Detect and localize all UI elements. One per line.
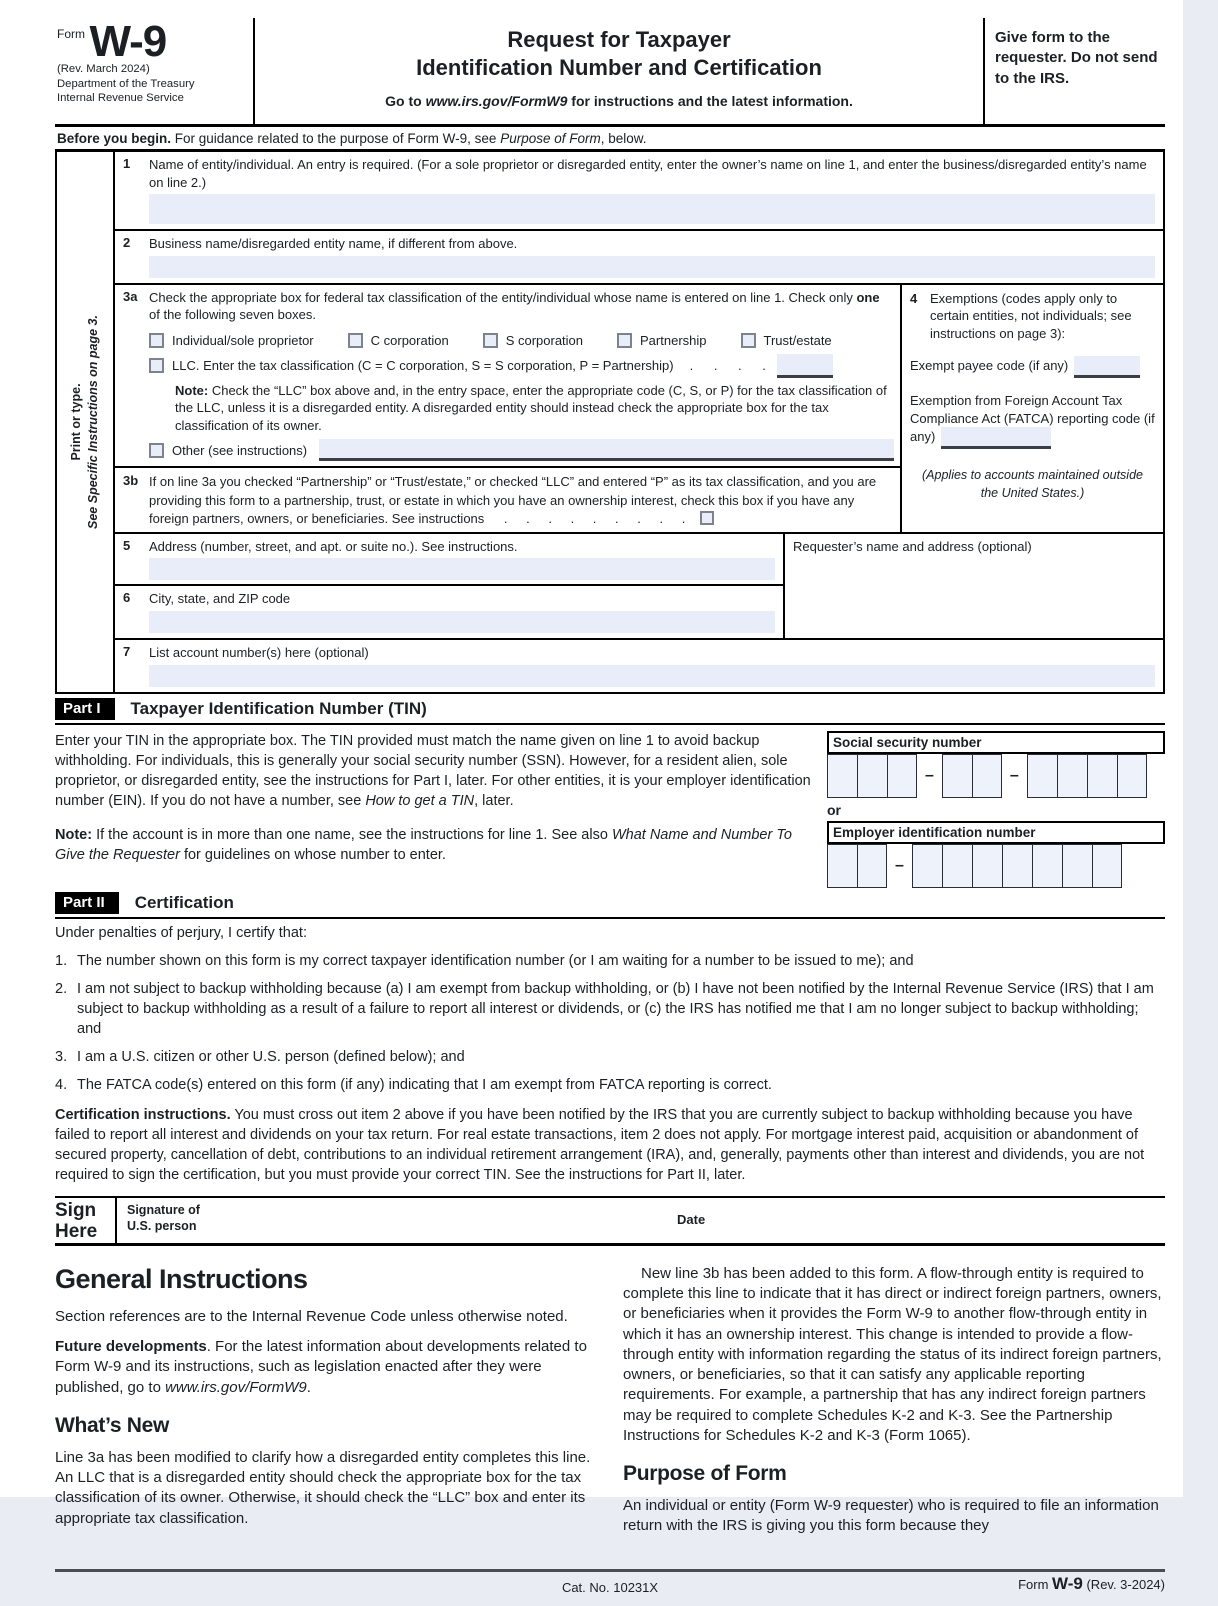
- purpose-ref: Purpose of Form: [500, 131, 601, 146]
- tin-note-a: If the account is in more than one name, see the instructions for line 1. See also: [92, 826, 612, 843]
- line3b-body: If on line 3a you checked “Partnership” or “Trust/estate,” or checked “LLC” and entered “P” as its tax classification, and you are providing this form to a partnership, trust, or estate in which you have an ownership interest, check this box if you have any foreign partners, owners, or beneficiaries. See instructions: [149, 474, 877, 526]
- signature-field[interactable]: [117, 1198, 677, 1243]
- s-corporation-checkbox[interactable]: [483, 333, 498, 348]
- tin-note-b: for guidelines on whose number to enter.: [179, 846, 446, 863]
- line4-column: [900, 285, 1163, 532]
- line2-number: 2: [123, 235, 131, 251]
- requester-label: Requester’s name and address (optional): [793, 538, 1032, 554]
- tin-instructions-end: , later.: [474, 792, 514, 809]
- applies-note: (Applies to accounts maintained outside the United States.): [922, 468, 1143, 500]
- line3a-one: one: [856, 289, 880, 305]
- certification-intro: Under penalties of perjury, I certify that:: [55, 924, 307, 941]
- ein-boxes: [827, 844, 1165, 888]
- ssn-digit-box[interactable]: [1087, 754, 1117, 798]
- line3a-label: [149, 289, 894, 324]
- part2-tag: Part II: [55, 892, 119, 914]
- certification-instructions-text: You must cross out item 2 above if you have been notified by the IRS that you are currently subject to backup withholding because you have failed to report all interest and dividends on your tax return. For real estate transactions, item 2 does not apply. For mortgage interest paid, acquisition or abandonment of secured property, cancellation of debt, contributions to an individual retirement arrangement (IRA), and, generally, payments other than interest and dividends, you are not required to sign the certification, but you must provide your correct TIN. See the instructions for Part II, later.: [55, 1106, 1145, 1184]
- future-developments-text: . For the latest information about developments related to Form W-9 and its instructions, such as legislation enacted after they were published, go to: [55, 1338, 587, 1396]
- line3a-cell: [115, 285, 900, 469]
- future-developments-end: .: [306, 1378, 311, 1396]
- ssn-digit-box[interactable]: [827, 754, 857, 798]
- fatca-label: Exemption from Foreign Account Tax Compliance Act (FATCA) reporting code (if any): [910, 393, 1155, 445]
- ein-digit-box[interactable]: [972, 844, 1002, 888]
- line3b-text: [149, 473, 894, 528]
- city-state-zip-input[interactable]: [149, 611, 775, 633]
- before-you-begin: [55, 124, 1165, 152]
- signature-label-line2: U.S. person: [127, 1219, 197, 1234]
- tin-note-bold: Note:: [55, 826, 93, 843]
- line7-number: 7: [123, 644, 131, 660]
- certification-instructions: [55, 1105, 1165, 1186]
- line5-row: [115, 534, 783, 587]
- before-bold: Before you begin.: [57, 131, 172, 146]
- treasury-dept: Department of the Treasury: [57, 77, 195, 90]
- goto-pre: Go to: [385, 93, 426, 109]
- line2-label: Business name/disregarded entity name, if different from above.: [149, 236, 518, 252]
- ein-digit-box[interactable]: [827, 844, 857, 888]
- signature-label-line1: Signature of: [127, 1202, 200, 1217]
- footer: [55, 1572, 1165, 1606]
- ssn-digit-box[interactable]: [857, 754, 887, 798]
- ssn-digit-box[interactable]: [1117, 754, 1147, 798]
- part1-header: [55, 696, 1165, 725]
- form-header: [55, 18, 1165, 124]
- new-line-3b-paragraph: New line 3b has been added to this form. A flow-through entity is required to complete this line to indicate that it has direct or indirect foreign partners, owners, or beneficiaries when it provides the Form W-9 to another flow-through entity in which it has an ownership interest. This change is intended to provide a flow-through entity with information regarding the status of its indirect foreign partners, owners, or beneficiaries, so that it can satisfy any applicable reporting requirements. For example, a partnership that has any indirect foreign partners may be required to complete Schedules K-2 and K-3. See the Partnership Instructions for Schedules K-2 and K-3 (Form 1065).: [623, 1264, 1162, 1444]
- ssn-digit-box[interactable]: [972, 754, 1002, 798]
- llc-classification-input[interactable]: [777, 354, 833, 378]
- line3b-number: 3b: [123, 473, 139, 489]
- part1-tag: Part I: [55, 698, 115, 720]
- give-form-note: Give form to the requester. Do not send to the IRS.: [983, 18, 1165, 124]
- llc-note-bold: Note:: [175, 382, 209, 398]
- ssn-dash: –: [925, 766, 934, 784]
- form-title-line1: Request for Taxpayer: [507, 27, 731, 52]
- llc-note: [175, 382, 894, 435]
- part1-body: [55, 725, 1165, 888]
- print-or-type-label: Print or type.: [69, 383, 84, 461]
- certification-item: [55, 979, 1165, 1039]
- general-instructions-title: General Instructions: [55, 1263, 308, 1294]
- exempt-payee-code-input[interactable]: [1074, 356, 1140, 378]
- tin-note: [55, 825, 815, 865]
- s-corporation-label: S corporation: [505, 332, 584, 348]
- fatca-code-input[interactable]: [941, 427, 1051, 449]
- line3a-intro2: of the following seven boxes.: [149, 307, 316, 323]
- trust-estate-checkbox[interactable]: [741, 333, 756, 348]
- ssn-digit-box[interactable]: [887, 754, 917, 798]
- before-text-end: , below.: [600, 131, 647, 146]
- date-field[interactable]: Date: [677, 1211, 706, 1227]
- form-id-block: [55, 18, 255, 124]
- llc-dotted-leader: . . . .: [689, 358, 767, 374]
- llc-label: LLC. Enter the tax classification (C = C corporation, S = S corporation, P = Partnership): [172, 358, 674, 374]
- catalog-number: Cat. No. 10231X: [561, 1579, 659, 1595]
- exempt-payee-row: [910, 356, 1155, 378]
- ssn-digit-box[interactable]: [1027, 754, 1057, 798]
- part2-header: [55, 890, 1165, 919]
- whats-new-title: What’s New: [55, 1413, 170, 1437]
- part1-title: Taxpayer Identification Number (TIN): [130, 698, 427, 718]
- exempt-payee-label: Exempt payee code (if any): [910, 358, 1069, 374]
- purpose-of-form-paragraph: An individual or entity (Form W-9 requester) who is required to file an information return with the IRS is giving you this form because they: [623, 1497, 1159, 1535]
- requester-box[interactable]: [783, 534, 1163, 638]
- trust-estate-label: Trust/estate: [763, 332, 832, 348]
- certification-item-number: 2.: [55, 980, 68, 997]
- section-references-paragraph: Section references are to the Internal Revenue Code unless otherwise noted.: [55, 1307, 568, 1325]
- what-name-ref: What Name and Number To Give the Requester: [55, 826, 792, 863]
- line5-label: Address (number, street, and apt. or suite no.). See instructions.: [149, 538, 518, 554]
- tin-instructions-text: Enter your TIN in the appropriate box. The TIN provided must match the name given on line 1 to avoid backup withholding. For individuals, this is generally your social security number (SSN). However, for a resident alien, sole proprietor, or disregarded entity, see the instructions for Part I, later. For other entities, it is your employer identification number (EIN). If you do not have a number, see: [55, 732, 811, 809]
- foreign-partners-checkbox[interactable]: [700, 511, 714, 525]
- certification-item-text: The FATCA code(s) entered on this form (if any) indicating that I am exempt from FATCA reporting is correct.: [77, 1076, 772, 1093]
- irs-agency: Internal Revenue Service: [57, 92, 184, 105]
- account-numbers-input[interactable]: [149, 665, 1155, 687]
- ein-label: Employer identification number: [827, 821, 1165, 844]
- form-word: Form: [57, 27, 85, 41]
- tin-entry-area: [825, 731, 1165, 888]
- line1-row: [115, 152, 1163, 231]
- certification-item-number: 4.: [55, 1076, 68, 1093]
- form-title-line2: Identification Number and Certification: [416, 54, 822, 80]
- before-text: For guidance related to the purpose of Form W-9, see: [171, 131, 501, 146]
- individual-checkbox[interactable]: [149, 333, 164, 348]
- sign-word: Sign: [55, 1199, 97, 1221]
- other-input[interactable]: [319, 439, 894, 461]
- line4-number: 4: [910, 290, 918, 306]
- or-label: or: [827, 801, 841, 818]
- fatca-row: [910, 392, 1155, 449]
- future-developments-bold: Future developments: [55, 1338, 207, 1356]
- ssn-digit-box[interactable]: [1057, 754, 1087, 798]
- footer-form-rev: (Rev. 3-2024): [1082, 1576, 1165, 1592]
- ssn-label: Social security number: [827, 731, 1165, 754]
- certification-item-number: 1.: [55, 952, 68, 969]
- irs-url-ref: www.irs.gov/FormW9: [165, 1378, 307, 1396]
- how-to-get-tin-ref: How to get a TIN: [365, 792, 475, 809]
- certification-item: [55, 1047, 1165, 1067]
- footer-form-num: W-9: [1052, 1573, 1083, 1593]
- business-name-input[interactable]: [149, 256, 1155, 278]
- line6-number: 6: [123, 590, 131, 606]
- ein-digit-box[interactable]: [912, 844, 942, 888]
- part2-title: Certification: [134, 892, 234, 912]
- address-section: [115, 534, 1163, 640]
- c-corporation-checkbox[interactable]: [348, 333, 363, 348]
- line6-row: [115, 586, 783, 638]
- ssn-digit-box[interactable]: [942, 754, 972, 798]
- other-label: Other (see instructions): [172, 442, 308, 458]
- certification-item-text: I am not subject to backup withholding because (a) I am exempt from backup withholding, or (b) I have not been notified by the Internal Revenue Service (IRS) that I am subject to backup withholding as a result of a failure to report all interest or dividends, or (c) the IRS has notified me that I am no longer subject to backup withholding; and: [77, 980, 1154, 1037]
- specific-instructions-label: See Specific Instructions on page 3.: [86, 314, 100, 529]
- line7-label: List account number(s) here (optional): [149, 645, 369, 661]
- line2-row: [115, 231, 1163, 285]
- classification-section: [115, 285, 1163, 534]
- certification-instructions-bold: Certification instructions.: [55, 1106, 231, 1123]
- individual-label: Individual/sole proprietor: [172, 332, 314, 348]
- c-corporation-label: C corporation: [370, 332, 449, 348]
- goto-instruction: [255, 93, 983, 109]
- line3b-cell: [115, 468, 900, 532]
- certification-item: [55, 1075, 1165, 1095]
- here-word: Here: [55, 1220, 98, 1242]
- ssn-dash: –: [1009, 766, 1019, 784]
- llc-checkbox[interactable]: [149, 358, 164, 373]
- partnership-label: Partnership: [640, 332, 707, 348]
- line7-row: [115, 640, 1163, 692]
- line3a-intro1: Check the appropriate box for federal tax classification of the entity/individual whose name is entered on line 1. Check only: [149, 289, 857, 305]
- goto-post: for instructions and the latest information.: [567, 93, 853, 109]
- ein-digit-box[interactable]: [1002, 844, 1032, 888]
- certification-item-text: The number shown on this form is my correct taxpayer identification number (or I am waiting for a number to be issued to me); and: [77, 952, 914, 969]
- whats-new-paragraph: Line 3a has been modified to clarify how a disregarded entity completes this line. An LLC that is a disregarded entity should check the appropriate box for the tax classification of its owner. Otherwise, it should check the “LLC” box and enter its appropriate tax classification.: [55, 1448, 591, 1527]
- purpose-of-form-title: Purpose of Form: [623, 1462, 787, 1486]
- irs-url: www.irs.gov/FormW9: [425, 93, 568, 109]
- sign-here-label: [55, 1198, 117, 1243]
- line4-label: Exemptions (codes apply only to certain entities, not individuals; see instructions on page 3):: [930, 290, 1132, 341]
- line3a-number: 3a: [123, 288, 138, 304]
- sign-here-section: [55, 1196, 1165, 1246]
- certification-item-number: 3.: [55, 1048, 68, 1065]
- ssn-boxes: [827, 754, 1165, 798]
- ein-dash: –: [895, 856, 904, 874]
- address-input[interactable]: [149, 558, 775, 580]
- form-title-block: [255, 18, 983, 124]
- line1-label: Name of entity/individual. An entry is required. (For a sole proprietor or disregarded entity, enter the owner’s name on line 1, and enter the business/disregarded entity’s name on line 2.): [149, 157, 1147, 190]
- llc-note-text: Check the “LLC” box above and, in the entry space, enter the appropriate code (C, S, or P) for the tax classification of the LLC, unless it is a disregarded entity. A disregarded entity should instead check the appropriate box for the tax classification of its owner.: [175, 382, 887, 433]
- ein-digit-box[interactable]: [1062, 844, 1092, 888]
- ein-digit-box[interactable]: [942, 844, 972, 888]
- line5-number: 5: [123, 537, 131, 553]
- partnership-checkbox[interactable]: [617, 333, 632, 348]
- line3b-dotted-leader: . . . . . . . . .: [503, 510, 687, 526]
- line6-label: City, state, and ZIP code: [149, 591, 291, 607]
- other-checkbox[interactable]: [149, 443, 164, 458]
- ein-digit-box[interactable]: [1092, 844, 1122, 888]
- print-or-type-strip: [57, 152, 115, 692]
- name-input[interactable]: [149, 194, 1155, 224]
- tin-instructions: [55, 731, 815, 811]
- future-developments-paragraph: [55, 1337, 595, 1398]
- part2-body: [55, 925, 1165, 1186]
- certification-item-text: I am a U.S. citizen or other U.S. person (defined below); and: [77, 1048, 465, 1065]
- certification-item: [55, 951, 1165, 971]
- line1-number: 1: [123, 156, 131, 171]
- ein-digit-box[interactable]: [1032, 844, 1062, 888]
- footer-form-number: [1018, 1574, 1165, 1594]
- form-number: W-9: [89, 17, 167, 66]
- form-fields-grid: [55, 152, 1165, 694]
- footer-form-word: Form: [1018, 1576, 1053, 1592]
- ein-digit-box[interactable]: [857, 844, 887, 888]
- general-instructions: [55, 1264, 1165, 1547]
- form-revision: (Rev. March 2024): [57, 62, 150, 75]
